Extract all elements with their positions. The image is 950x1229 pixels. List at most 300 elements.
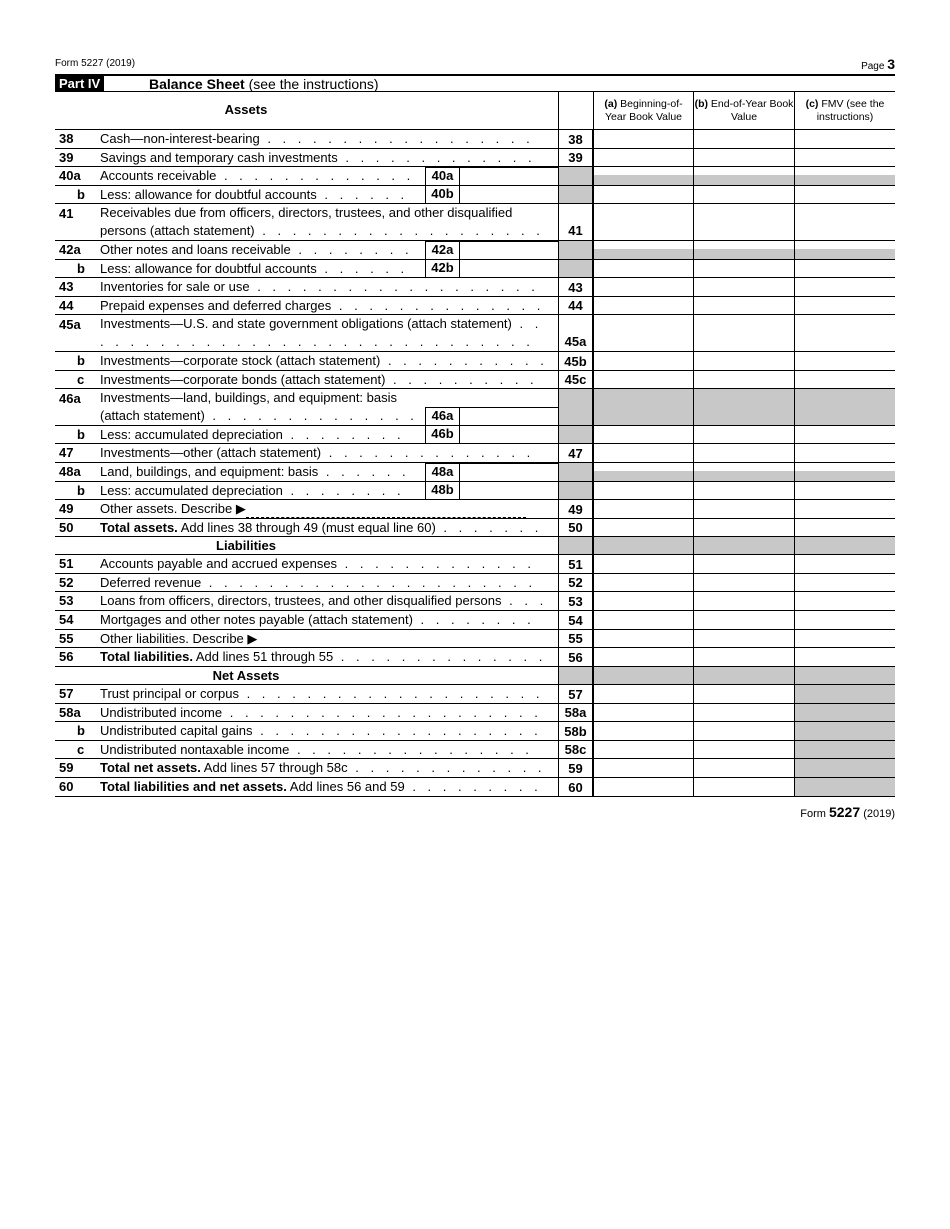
line-number: 51 <box>59 556 74 571</box>
col-c-cell <box>794 471 895 481</box>
col-b-cell <box>693 537 794 554</box>
table-row <box>55 592 895 611</box>
inner-amount-field[interactable] <box>460 259 558 278</box>
col-a-cell[interactable] <box>593 482 693 499</box>
inner-amount-field[interactable] <box>460 167 558 186</box>
line-description <box>100 426 418 443</box>
col-b-cell <box>693 175 794 185</box>
col-b-cell[interactable] <box>693 574 794 591</box>
col-c-cell <box>794 741 895 758</box>
line-ref-box: 45c <box>558 371 593 388</box>
line-description-text: Savings and temporary cash investments <box>100 150 338 165</box>
line-ref-box: 38 <box>558 130 593 148</box>
col-c-cell <box>794 704 895 721</box>
table-row <box>55 574 895 592</box>
col-c-cell[interactable] <box>794 519 895 536</box>
col-b-cell[interactable] <box>693 648 794 666</box>
inner-amount-field[interactable] <box>460 407 558 426</box>
col-c-header <box>794 92 895 129</box>
table-row <box>55 371 895 389</box>
line-number: 38 <box>59 131 74 146</box>
assets-heading: Assets <box>224 102 268 117</box>
col-c-cell[interactable] <box>794 482 895 499</box>
col-a-cell[interactable] <box>593 130 693 148</box>
col-a-cell[interactable] <box>593 149 693 166</box>
inner-line-box: 48a <box>425 463 460 482</box>
table-row <box>55 759 895 778</box>
line-description <box>100 204 548 240</box>
leader-dots: . . . . . . . . <box>298 242 413 257</box>
line-description-text: Investments—corporate stock (attach statement) <box>100 353 381 368</box>
line-ref-box <box>558 482 593 499</box>
col-b-cell[interactable] <box>693 630 794 647</box>
line-description-text: Other liabilities. Describe ▶ <box>100 631 258 646</box>
inner-amount-field[interactable] <box>460 425 558 444</box>
line-number: 41 <box>59 206 74 221</box>
line-ref-box: 53 <box>558 592 593 610</box>
col-c-cell[interactable] <box>794 130 895 148</box>
leader-dots: . . . . . . . . . . . . . . . . . . . . . . . . . . . . . . . <box>100 316 543 349</box>
line-ref-box: 52 <box>558 574 593 591</box>
line-description-text: Undistributed income <box>100 705 223 720</box>
col-a-cell[interactable] <box>593 592 693 610</box>
leader-dots: . . . . . . . . . . . . . . . . <box>296 742 533 757</box>
inner-line-box: 42b <box>425 259 460 278</box>
line-description <box>100 704 548 721</box>
line-number: 42a <box>59 242 81 257</box>
col-a-cell <box>593 471 693 481</box>
col-c-cell[interactable] <box>794 186 895 203</box>
col-b-cell[interactable] <box>693 352 794 370</box>
table-row <box>55 204 895 241</box>
line-number: 60 <box>59 779 74 794</box>
col-b-cell[interactable] <box>693 260 794 277</box>
line-description-text: Less: accumulated depreciation <box>100 483 283 498</box>
line-description <box>100 722 548 740</box>
table-row <box>55 463 895 482</box>
line-ref-box: 39 <box>558 149 593 166</box>
leader-dots: . . . . . . . . . . . . . . . . . . . <box>262 223 544 238</box>
line-description-text: Less: allowance for doubtful accounts <box>100 187 317 202</box>
line-number: 46a <box>59 391 81 406</box>
leader-dots: . . . . . . <box>324 261 409 276</box>
section-title: Net Assets <box>212 668 280 683</box>
col-a-cell-spacer <box>593 167 693 175</box>
col-b-cell[interactable] <box>693 297 794 314</box>
table-row <box>55 297 895 315</box>
line-ref-box: 59 <box>558 759 593 777</box>
line-description <box>100 241 418 259</box>
leader-dots: . . . . . . . . . . . . . <box>344 556 535 571</box>
line-description <box>100 260 418 277</box>
col-c-cell[interactable] <box>794 555 895 573</box>
leader-dots: . . . . . . . . . . . . . <box>345 150 536 165</box>
col-b-cell[interactable] <box>693 592 794 610</box>
line-number: 39 <box>59 150 74 165</box>
col-a-header <box>593 92 693 129</box>
line-number: 44 <box>59 298 74 313</box>
col-b-cell[interactable] <box>693 278 794 296</box>
leader-dots: . . . <box>509 593 548 608</box>
col-a-cell[interactable] <box>593 204 693 240</box>
line-number: 57 <box>59 686 74 701</box>
col-c-cell[interactable] <box>794 444 895 462</box>
col-b-letter: (b) <box>694 98 708 110</box>
table-row <box>55 741 895 759</box>
line-number: b <box>77 723 85 738</box>
col-b-cell[interactable] <box>693 704 794 721</box>
col-c-cell-spacer <box>794 241 895 249</box>
line-number: 50 <box>59 520 74 535</box>
part-header <box>55 74 895 92</box>
line-description-bold: Total liabilities and net assets. <box>100 779 287 794</box>
table-row <box>55 260 895 278</box>
line-ref-box: 51 <box>558 555 593 573</box>
line-ref-box <box>558 463 593 481</box>
col-a-cell[interactable] <box>593 444 693 462</box>
leader-dots: . . . . . . . . . . . . . . . . . . . . . . <box>208 575 537 590</box>
leader-dots: . . . . . . . . . . . . . . <box>328 445 535 460</box>
line-number: 47 <box>59 445 74 460</box>
line-description-text: Add lines 56 and 59 <box>286 779 405 794</box>
inner-amount-field[interactable] <box>460 185 558 204</box>
line-description <box>100 778 548 796</box>
col-a-cell[interactable] <box>593 278 693 296</box>
line-number: 53 <box>59 593 74 608</box>
line-ref-box <box>558 260 593 277</box>
line-ref-box <box>558 537 593 554</box>
col-c-cell[interactable] <box>794 204 895 240</box>
col-c-cell[interactable] <box>794 278 895 296</box>
line-number: c <box>77 372 85 387</box>
col-c-cell[interactable] <box>794 297 895 314</box>
table-row <box>55 241 895 260</box>
line-ref-box: 50 <box>558 519 593 536</box>
line-description-text: Deferred revenue <box>100 575 202 590</box>
line-description <box>100 278 548 296</box>
col-a-letter: (a) <box>604 98 618 110</box>
col-b-cell[interactable] <box>693 149 794 166</box>
leader-dots: . . . . . . . . . . . . . . . . . . . . <box>246 686 544 701</box>
line-ref-box: 58c <box>558 741 593 758</box>
col-b-cell[interactable] <box>693 204 794 240</box>
col-a-cell <box>593 667 693 684</box>
line-description-text: Investments—land, buildings, and equipment: basis (attach statement) <box>100 390 398 423</box>
leader-dots: . . . . . . <box>324 187 409 202</box>
col-a-cell[interactable] <box>593 704 693 721</box>
line-number: b <box>77 187 85 202</box>
col-a-cell[interactable] <box>593 186 693 203</box>
line-ref-box: 41 <box>558 204 593 240</box>
line-ref-box: 49 <box>558 500 593 518</box>
line-description <box>100 648 548 666</box>
inner-line-box: 46b <box>425 425 460 444</box>
col-b-cell[interactable] <box>693 426 794 443</box>
col-a-cell[interactable] <box>593 630 693 647</box>
col-c-cell[interactable] <box>794 315 895 351</box>
col-b-cell-spacer <box>693 241 794 249</box>
line-description <box>100 149 548 166</box>
inner-amount-field[interactable] <box>460 481 558 500</box>
page-footer <box>800 804 895 820</box>
line-description <box>100 315 548 351</box>
col-c-cell <box>794 389 895 425</box>
line-ref-box: 58a <box>558 704 593 721</box>
part-badge: Part IV <box>55 76 104 92</box>
line-number: 40a <box>59 168 81 183</box>
leader-dots: . . . . . . . . <box>290 483 405 498</box>
col-a-cell-spacer <box>593 241 693 249</box>
col-c-cell <box>794 685 895 703</box>
line-description <box>100 555 548 573</box>
col-b-header <box>693 92 794 129</box>
table-row <box>55 685 895 704</box>
line-description-text: Investments—U.S. and state government obligations (attach statement) <box>100 316 512 331</box>
line-description-text: Investments—corporate bonds (attach statement) <box>100 372 386 387</box>
col-a-cell[interactable] <box>593 352 693 370</box>
col-b-cell-spacer <box>693 463 794 471</box>
col-a-cell[interactable] <box>593 574 693 591</box>
col-b-cell[interactable] <box>693 611 794 629</box>
line-description-bold: Total liabilities. <box>100 649 193 664</box>
col-a-cell <box>593 537 693 554</box>
leader-dots: . . . . . . . . . <box>412 779 542 794</box>
line-description <box>100 574 548 591</box>
line-description <box>100 519 548 536</box>
table-row <box>55 278 895 297</box>
col-a-cell[interactable] <box>593 722 693 740</box>
col-c-cell[interactable] <box>794 630 895 647</box>
col-a-cell[interactable] <box>593 371 693 388</box>
col-b-cell[interactable] <box>693 371 794 388</box>
line-description-text: Other notes and loans receivable <box>100 242 291 257</box>
col-c-cell[interactable] <box>794 500 895 518</box>
table-row <box>55 555 895 574</box>
page-header <box>55 56 895 74</box>
line-ref-box: 43 <box>558 278 593 296</box>
col-a-cell[interactable] <box>593 778 693 796</box>
col-b-cell[interactable] <box>693 778 794 796</box>
line-number: b <box>77 261 85 276</box>
inner-line-box: 40b <box>425 185 460 204</box>
col-b-cell[interactable] <box>693 759 794 777</box>
line-description <box>100 685 548 703</box>
table-row <box>55 778 895 797</box>
table-row <box>55 389 895 426</box>
col-b-cell[interactable] <box>693 186 794 203</box>
line-number: c <box>77 742 85 757</box>
line-number: b <box>77 427 85 442</box>
col-a-cell[interactable] <box>593 685 693 703</box>
col-a-cell[interactable] <box>593 555 693 573</box>
line-description-text: Undistributed capital gains <box>100 723 253 738</box>
line-number: 56 <box>59 649 74 664</box>
col-a-cell <box>593 249 693 259</box>
table-row <box>55 315 895 352</box>
line-description-text: Undistributed nontaxable income <box>100 742 290 757</box>
col-b-cell[interactable] <box>693 315 794 351</box>
col-c-cell[interactable] <box>794 260 895 277</box>
table-row <box>55 186 895 204</box>
line-ref-box: 60 <box>558 778 593 796</box>
col-c-cell <box>794 249 895 259</box>
line-number: b <box>77 353 85 368</box>
col-b-cell <box>693 471 794 481</box>
line-ref-box: 47 <box>558 444 593 462</box>
column-header <box>55 92 895 130</box>
line-number: 54 <box>59 612 74 627</box>
describe-input-line[interactable] <box>257 634 527 647</box>
leader-dots: . . . . . . . . <box>420 612 535 627</box>
col-a-cell <box>593 175 693 185</box>
col-c-cell <box>794 667 895 684</box>
line-ref-box <box>558 241 593 259</box>
col-b-cell[interactable] <box>693 555 794 573</box>
col-c-cell <box>794 778 895 796</box>
line-number: 43 <box>59 279 74 294</box>
col-b-cell[interactable] <box>693 130 794 148</box>
inner-line-box: 42a <box>425 241 460 260</box>
inner-amount-field[interactable] <box>460 463 558 482</box>
line-description-text: Receivables due from officers, directors, trustees, and other disqualified persons (attach statement) <box>100 205 513 238</box>
line-number: 55 <box>59 631 74 646</box>
leader-dots: . . . . . . . . . . . . . . . . . . . <box>260 723 542 738</box>
col-a-cell[interactable] <box>593 648 693 666</box>
describe-input-line[interactable] <box>246 504 526 518</box>
part-title-rest: (see the instructions) <box>244 76 379 92</box>
line-ref-box: 57 <box>558 685 593 703</box>
col-b-cell <box>693 667 794 684</box>
col-c-cell[interactable] <box>794 648 895 666</box>
line-number: 58a <box>59 705 81 720</box>
col-a-cell[interactable] <box>593 741 693 758</box>
leader-dots: . . . . . . . . . . . . . <box>223 168 415 183</box>
col-b-cell[interactable] <box>693 482 794 499</box>
table-row <box>55 630 895 648</box>
line-description-text: Other assets. Describe ▶ <box>100 501 246 516</box>
line-number: 48a <box>59 464 81 479</box>
line-description-text: Less: allowance for doubtful accounts <box>100 261 317 276</box>
leader-dots: . . . . . . . . <box>290 427 405 442</box>
line-description-text: Add lines 57 through 58c <box>200 760 348 775</box>
col-a-cell[interactable] <box>593 315 693 351</box>
col-a-cell[interactable] <box>593 759 693 777</box>
col-c-letter: (c) <box>805 98 819 110</box>
part-title-bold: Balance Sheet <box>149 76 245 92</box>
page-number-value: 3 <box>887 56 895 72</box>
line-description <box>100 592 548 610</box>
leader-dots: . . . . . . <box>325 464 410 479</box>
line-ref-box <box>558 389 593 425</box>
col-b-cell[interactable] <box>693 741 794 758</box>
table-row <box>55 167 895 186</box>
leader-dots: . . . . . . . . . . . . . . . . . . . <box>257 279 539 294</box>
leader-dots: . . . . . . . . . . . . . . <box>212 408 418 423</box>
line-description-text: Add lines 38 through 49 (must equal line 60) <box>177 520 436 535</box>
col-a-cell[interactable] <box>593 426 693 443</box>
col-c-cell <box>794 537 895 554</box>
line-description <box>100 297 548 314</box>
line-ref-box: 55 <box>558 630 593 647</box>
col-c-cell <box>794 175 895 185</box>
line-ref-box <box>558 186 593 203</box>
col-b-text: End-of-Year Book Value <box>708 98 794 123</box>
leader-dots: . . . . . . . . . . . <box>387 353 548 368</box>
line-description-text: Mortgages and other notes payable (attach statement) <box>100 612 413 627</box>
col-a-cell[interactable] <box>593 519 693 536</box>
col-a-cell[interactable] <box>593 611 693 629</box>
line-description <box>100 444 548 462</box>
col-c-cell[interactable] <box>794 426 895 443</box>
col-b-cell[interactable] <box>693 722 794 740</box>
col-a-cell[interactable] <box>593 500 693 518</box>
line-description-text: Cash—non-interest-bearing <box>100 131 260 146</box>
line-description-text: Prepaid expenses and deferred charges <box>100 298 332 313</box>
line-ref-box: 58b <box>558 722 593 740</box>
line-ref-box: 45a <box>558 315 593 351</box>
line-description <box>100 500 548 518</box>
col-c-cell[interactable] <box>794 149 895 166</box>
line-description-text: Loans from officers, directors, trustees, and other disqualified persons <box>100 593 502 608</box>
line-description <box>100 630 548 647</box>
footer-prefix: Form <box>800 808 826 820</box>
line-description <box>100 371 548 388</box>
col-a-cell[interactable] <box>593 297 693 314</box>
line-description-bold: Total net assets. <box>100 760 201 775</box>
part-title <box>149 76 379 92</box>
section-row <box>55 537 895 555</box>
line-description-text: Accounts receivable <box>100 168 217 183</box>
col-c-cell-spacer <box>794 167 895 175</box>
col-b-cell-spacer <box>693 167 794 175</box>
col-b-cell[interactable] <box>693 500 794 518</box>
col-a-cell <box>593 389 693 425</box>
line-description <box>100 389 418 425</box>
inner-line-box: 46a <box>425 407 460 426</box>
col-b-cell[interactable] <box>693 519 794 536</box>
table-row <box>55 500 895 519</box>
col-c-cell[interactable] <box>794 592 895 610</box>
line-description-text: Accounts payable and accrued expenses <box>100 556 338 571</box>
line-description-text: Less: accumulated depreciation <box>100 427 283 442</box>
col-a-cell[interactable] <box>593 260 693 277</box>
line-ref-box: 54 <box>558 611 593 629</box>
leader-dots: . . . . . . . . . . <box>393 372 538 387</box>
line-number: 52 <box>59 575 74 590</box>
col-b-cell[interactable] <box>693 685 794 703</box>
col-b-cell[interactable] <box>693 444 794 462</box>
col-c-cell[interactable] <box>794 371 895 388</box>
col-c-cell[interactable] <box>794 611 895 629</box>
table-row <box>55 519 895 537</box>
line-description <box>100 463 418 481</box>
line-number: 59 <box>59 760 74 775</box>
col-c-cell[interactable] <box>794 352 895 370</box>
inner-line-box: 48b <box>425 481 460 500</box>
leader-dots: . . . . . . . . . . . . . . . . . . . . . <box>229 705 542 720</box>
table-row <box>55 130 895 149</box>
leader-dots: . . . . . . . . . . . . . <box>355 760 546 775</box>
line-col-header <box>558 92 593 129</box>
col-c-text: FMV (see the instructions) <box>816 98 885 123</box>
form-id: Form 5227 (2019) <box>55 58 136 69</box>
col-a-cell-spacer <box>593 463 693 471</box>
col-c-cell[interactable] <box>794 574 895 591</box>
inner-amount-field[interactable] <box>460 241 558 260</box>
footer-year: (2019) <box>863 808 895 820</box>
line-ref-box: 56 <box>558 648 593 666</box>
footer-form-number: 5227 <box>828 804 861 820</box>
